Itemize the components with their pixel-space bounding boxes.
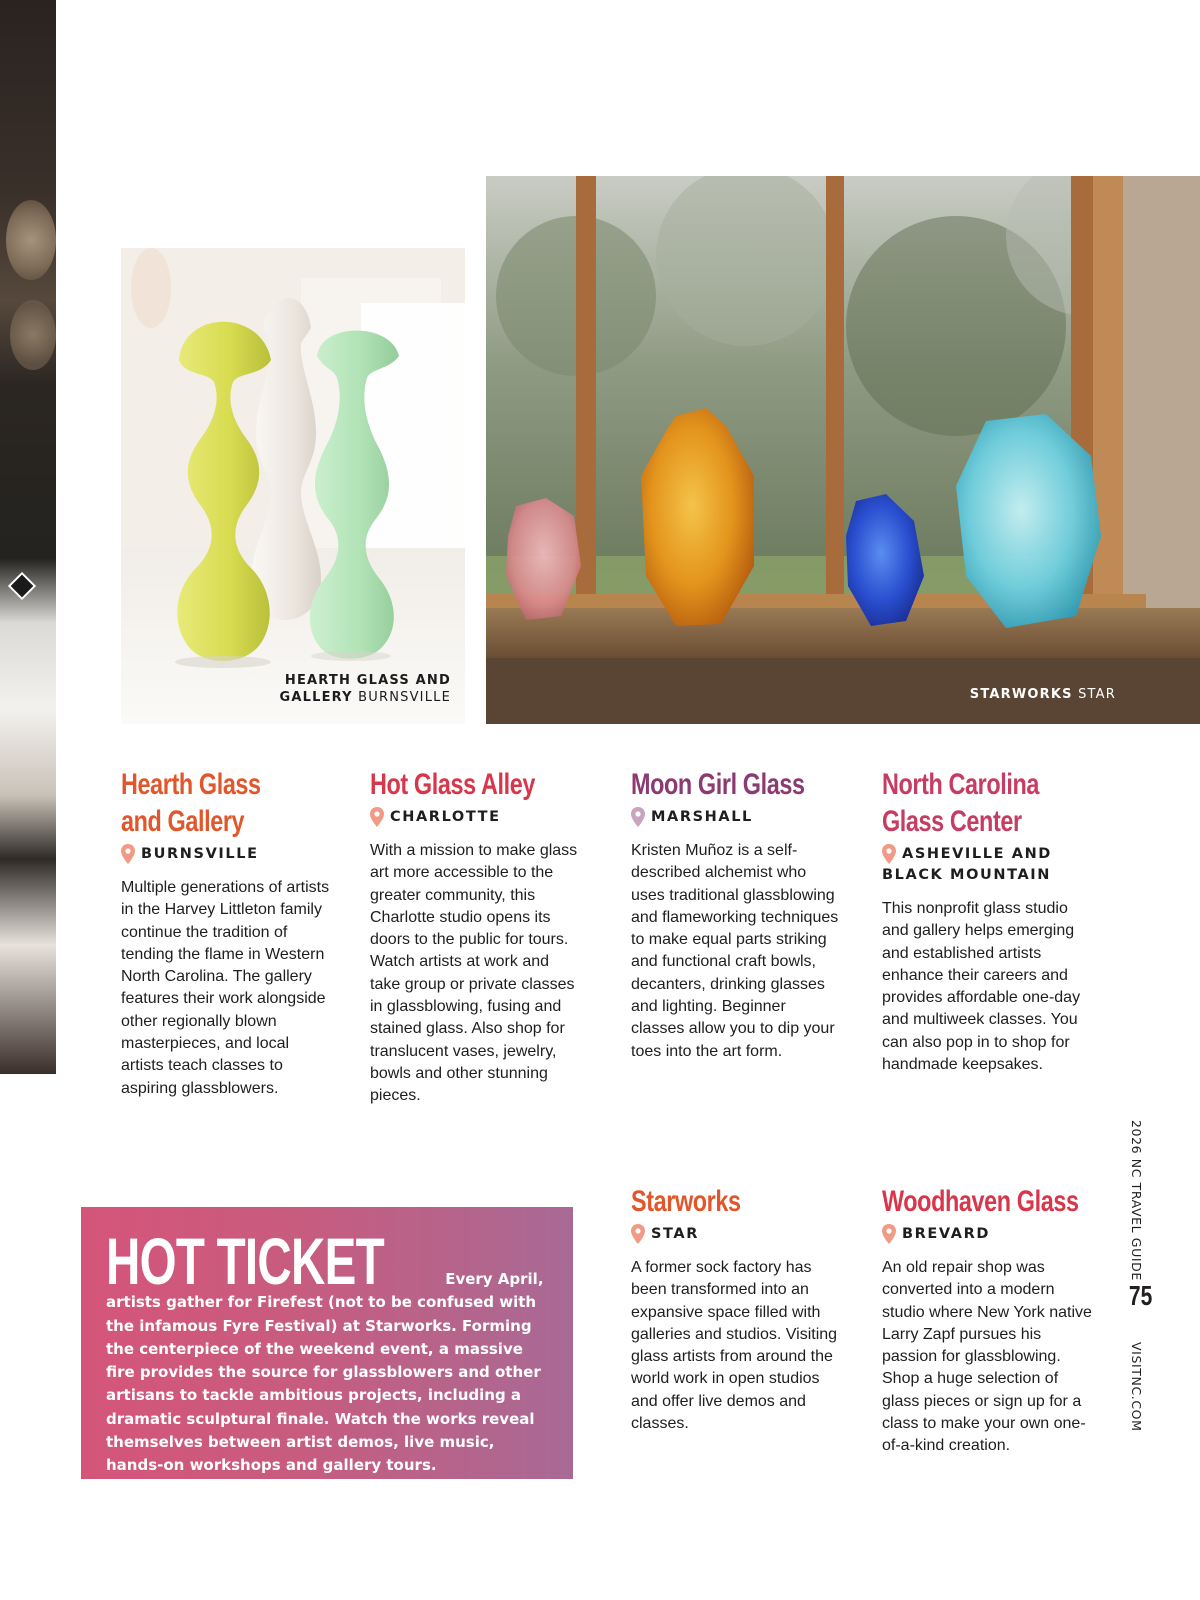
website-url: VISITNC.COM [1129,1342,1144,1432]
listing-nc-glass-center [882,766,1096,1076]
caption-place: BURNSVILLE [358,690,451,705]
location-label: STAR [651,1226,699,1242]
listing-location [631,1224,843,1245]
listing-starworks [631,1183,843,1435]
listing-description: A former sock factory has been transformed into an expansive space filled with galleries and studios. Visiting glass artists from around the world work in open studios and offer live demos and classes. [631,1259,838,1433]
listing-title-line1: North Carolina [882,768,1040,801]
location-label: CHARLOTTE [390,809,501,825]
hot-ticket-callout [81,1207,573,1479]
wall-plate-shape [6,200,56,280]
hot-ticket-lead: Every April, artists gather for [106,1270,544,1312]
location-label: MARSHALL [651,809,753,825]
hearth-glass-photo [121,248,465,724]
caption-venue-line1: HEARTH GLASS AND [284,673,451,688]
listing-location [370,807,582,828]
hot-ticket-text: (not to be confused with the infamous Fyre Festival) at Starworks. Forming the centerpiece of the weekend event, a massive fire provides the source for glassblowers and other artisans to tackle ambitious projects, including a dramatic sculptural finale. Watch the works reveal themselves between artist demos, live music, hands-on workshops and gallery tours. [106,1293,541,1475]
listing-woodhaven-glass [882,1183,1094,1458]
wall-plate-shape [10,300,56,370]
listing-title-line2: and Gallery [121,805,245,838]
listing-description: This nonprofit glass studio and gallery helps emerging and established artists enhance their careers and provides affordable one-day and multiweek classes. You can also pop in to shop for handmade keepsakes. [882,900,1081,1074]
hot-ticket-event-name: Firefest [257,1293,323,1312]
listing-title-line1: Moon Girl Glass [631,768,805,801]
listing-moon-girl-glass [631,766,843,1063]
caption-venue-line2: GALLERY [279,690,353,705]
location-label [882,844,1052,886]
listing-title [631,766,805,803]
listing-description: An old repair shop was converted into a modern studio where New York native Larry Zapf pursues his passion for glassblowing. Shop a huge selection of glass pieces or sign up for a class to make your own one-of-a-kind creation. [882,1259,1092,1455]
previous-page-photo-edge [0,0,56,1074]
listing-location [121,844,331,865]
listing-title-line1: Starworks [631,1185,741,1218]
listing-title [631,1183,796,1220]
listing-title [121,766,285,840]
map-pin-icon [370,807,384,827]
listing-hot-glass-alley [370,766,582,1108]
hot-ticket-heading: HOT TICKET [106,1224,384,1298]
map-pin-icon [631,807,645,827]
guide-title: 2026 NC TRAVEL GUIDE [1129,1120,1144,1281]
listing-title [370,766,535,803]
location-label-line1: ASHEVILLE AND [902,846,1052,862]
listing-title [882,1183,1079,1220]
running-footer [1126,1120,1156,1430]
listing-description: Multiple generations of artists in the Harvey Littleton family continue the tradition of tending the flame in Western North Carolina. The gallery features their work alongside other regionally blown masterpieces, and local artists teach classes to aspiring glassblowers. [121,879,330,1097]
map-pin-icon [121,844,135,864]
listing-title [882,766,1049,840]
listing-description: With a mission to make glass art more accessible to the greater community, this Charlotte studio opens its doors to the public for tours. Watch artists at work and take group or private classes in glassblowing, fusing and stained glass. Also shop for translucent vases, jewelry, bowls and other stunning pieces. [370,842,578,1105]
map-pin-icon [631,1224,645,1244]
starworks-photo-caption [970,686,1116,703]
listing-title-line1: Woodhaven Glass [882,1185,1079,1218]
starworks-photo [486,176,1200,724]
location-label-line2: BLACK MOUNTAIN [882,867,1052,883]
caption-venue: STARWORKS [969,687,1073,702]
caption-place: STAR [1078,687,1116,702]
listing-location [631,807,843,828]
glass-bottles-illustration [121,248,465,724]
glass-vases-window-illustration [486,176,1200,724]
listing-location [882,844,1096,886]
listing-description: Kristen Muñoz is a self-described alchemist who uses traditional glassblowing and flameworking techniques to make equal parts striking and functional craft bowls, decanters, drinking glasses and lighting. Beginner classes allow you to dip your toes into the art form. [631,842,839,1060]
diamond-glint-icon [8,572,36,600]
listing-title-line1: Hot Glass Alley [370,768,535,801]
listing-title-line2: Glass Center [882,805,1022,838]
listing-title-line1: Hearth Glass [121,768,261,801]
page-number: 75 [1128,1280,1153,1311]
listing-hearth-glass [121,766,331,1100]
listing-location [882,1224,1094,1245]
location-label: BURNSVILLE [141,846,259,862]
map-pin-icon [882,1224,896,1244]
map-pin-icon [882,844,896,864]
hot-ticket-body [106,1224,551,1478]
hearth-photo-caption [279,672,451,706]
location-label: BREVARD [902,1226,990,1242]
